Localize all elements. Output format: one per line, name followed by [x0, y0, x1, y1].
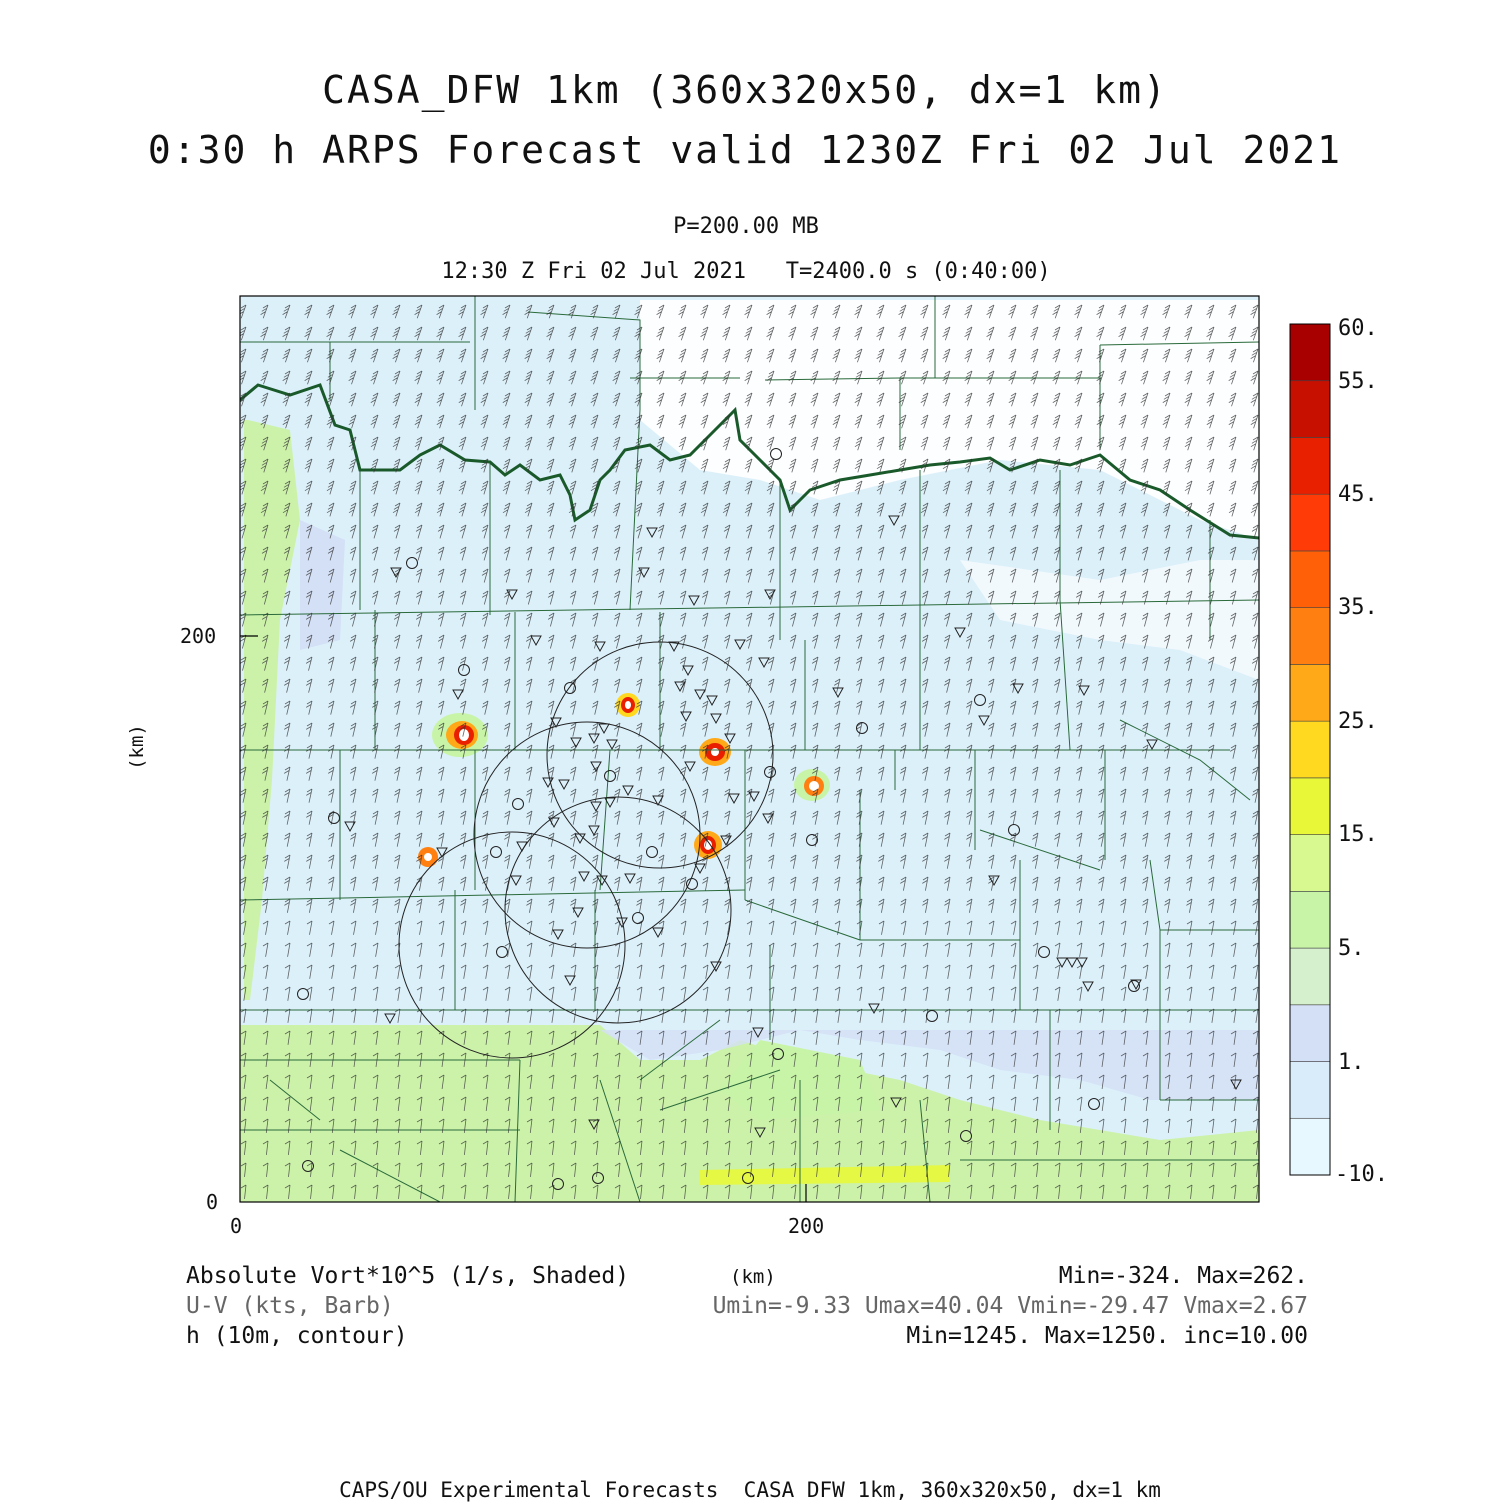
- colorbar-swatch: [1290, 1062, 1330, 1119]
- colorbar-label: 60.: [1338, 316, 1378, 341]
- vorticity-cell-6: [418, 847, 438, 867]
- colorbar-swatch: [1290, 324, 1330, 381]
- colorbar-swatch: [1290, 778, 1330, 835]
- x-tick-0: 0: [230, 1214, 243, 1238]
- vorticity-cell-4: [794, 769, 830, 801]
- colorbar-label: 55.: [1338, 369, 1378, 394]
- colorbar-label: 15.: [1338, 822, 1378, 847]
- figure-title: CASA_DFW 1km (360x320x50, dx=1 km): [322, 68, 1168, 112]
- contour-field-description: h (10m, contour): [186, 1323, 408, 1349]
- pressure-level-label: P=200.00 MB: [673, 214, 819, 239]
- y-tick-200: 200: [180, 624, 217, 648]
- credit-line: CAPS/OU Experimental Forecasts CASA DFW 1km, 360x320x50, dx=1 km: [339, 1478, 1161, 1502]
- contour-field-range: Min=1245. Max=1250. inc=10.00: [906, 1323, 1308, 1349]
- colorbar-label: -10.: [1335, 1162, 1388, 1187]
- shaded-field-range: Min=-324. Max=262.: [1058, 1263, 1308, 1289]
- y-tick-0: 0: [206, 1190, 219, 1214]
- colorbar-swatch: [1290, 948, 1330, 1005]
- x-axis-label: (km): [730, 1266, 776, 1288]
- x-tick-200: 200: [788, 1214, 825, 1238]
- colorbar-swatch: [1290, 835, 1330, 892]
- colorbar-swatch: [1290, 381, 1330, 438]
- barb-field-description: U-V (kts, Barb): [186, 1293, 394, 1319]
- colorbar-swatch: [1290, 1005, 1330, 1062]
- colorbar-swatch: [1290, 551, 1330, 608]
- shaded-field-description: Absolute Vort*10^5 (1/s, Shaded): [186, 1263, 630, 1289]
- vorticity-cell-2: [616, 693, 640, 717]
- time-label: 12:30 Z Fri 02 Jul 2021 T=2400.0 s (0:40:00): [441, 259, 1051, 284]
- vorticity-cell-3: [699, 738, 731, 766]
- colorbar-label: 35.: [1338, 595, 1378, 620]
- colorbar-swatch: [1290, 494, 1330, 551]
- y-axis-label: (km): [125, 724, 148, 770]
- colorbar-swatch: [1290, 891, 1330, 948]
- vorticity-patch-west: [300, 520, 345, 650]
- colorbar-swatch: [1290, 721, 1330, 778]
- colorbar-label: 45.: [1338, 482, 1378, 507]
- colorbar-label: 1.: [1338, 1050, 1365, 1075]
- colorbar-swatch: [1290, 664, 1330, 721]
- colorbar-swatch: [1290, 1118, 1330, 1175]
- barb-field-range: Umin=-9.33 Umax=40.04 Vmin=-29.47 Vmax=2.67: [712, 1293, 1308, 1319]
- plot-area: [239, 296, 1259, 1202]
- colorbar-swatch: [1290, 608, 1330, 665]
- forecast-valid-title: 0:30 h ARPS Forecast valid 1230Z Fri 02 Jul 2021: [147, 128, 1343, 172]
- colorbar-label: 25.: [1338, 709, 1378, 734]
- colorbar-label: 5.: [1338, 936, 1365, 961]
- colorbar-swatch: [1290, 437, 1330, 494]
- colorbar: [1290, 324, 1330, 1175]
